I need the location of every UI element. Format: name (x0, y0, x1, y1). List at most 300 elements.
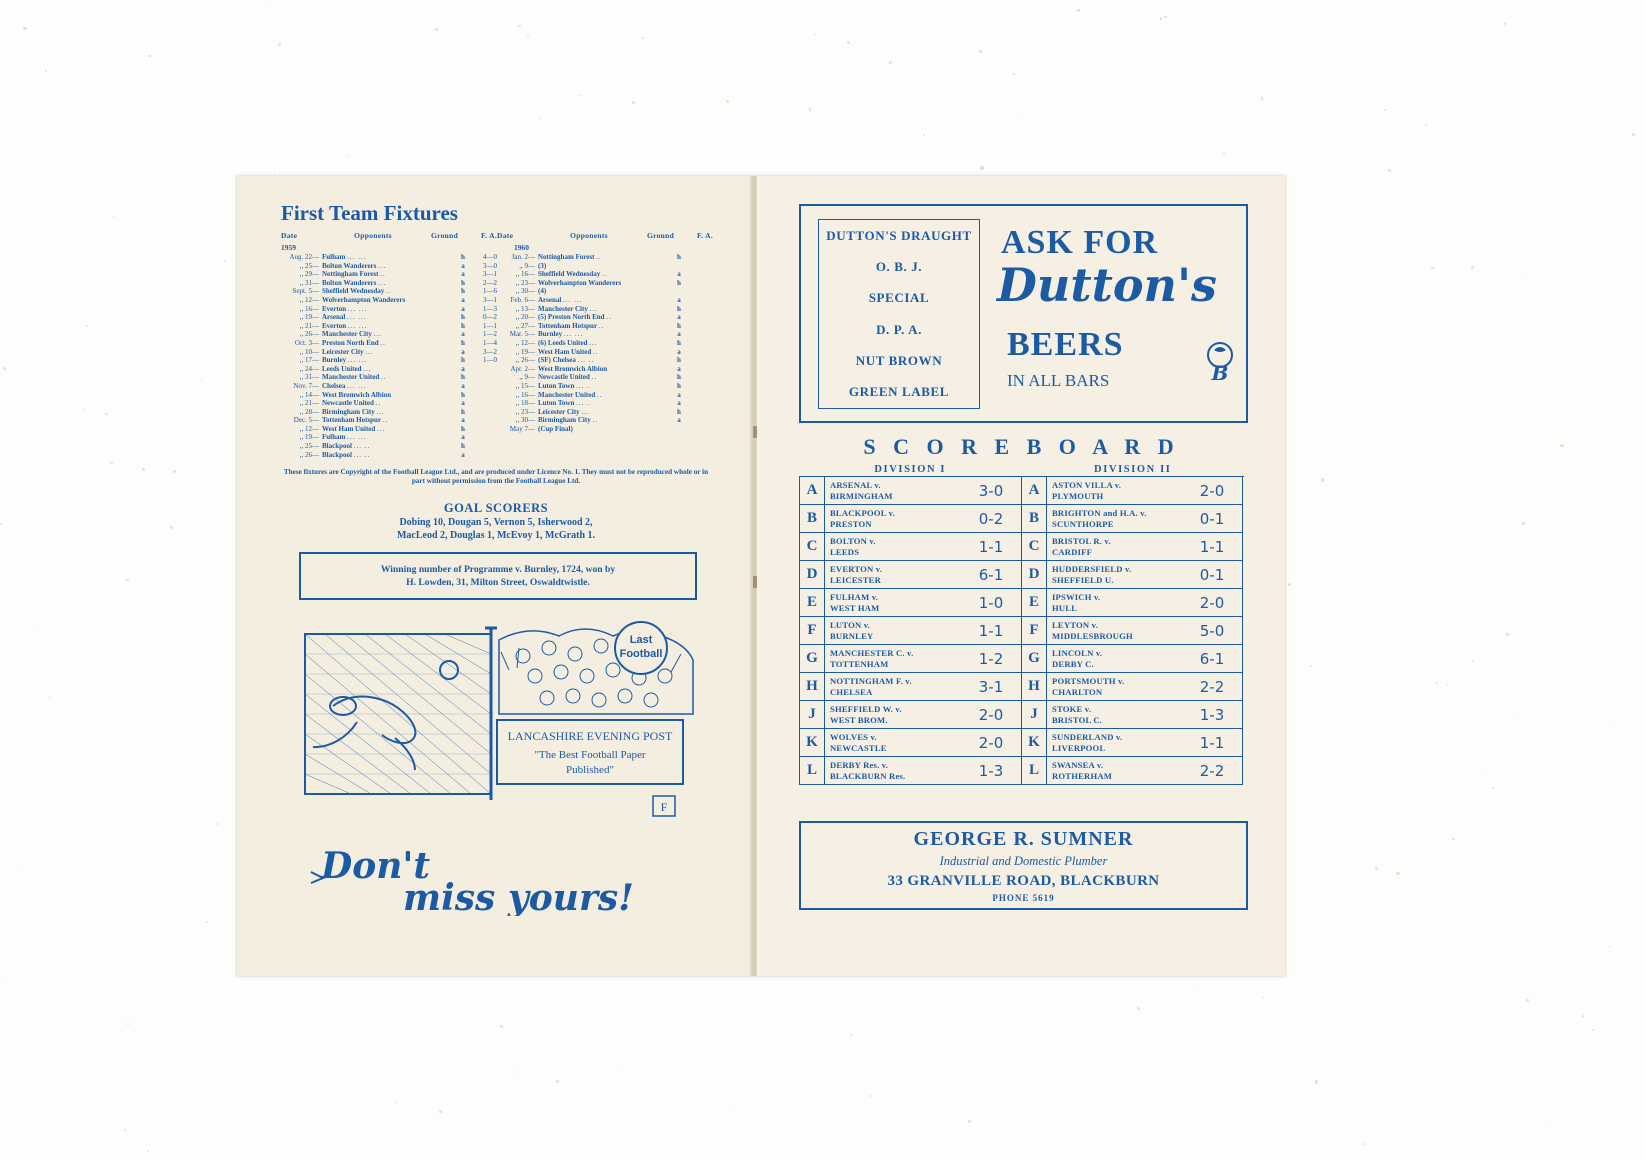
fixture-score (687, 339, 713, 348)
division-1-label: DIVISION I (874, 464, 947, 475)
in-all-bars-text: IN ALL BARS (1007, 371, 1110, 390)
fixture-ground: h (677, 278, 681, 287)
plumber-address: 33 GRANVILLE ROAD, BLACKBURN (887, 873, 1160, 889)
fixture-date: ,, 21— (299, 321, 319, 330)
fixture-date: ,, 13— (515, 304, 535, 313)
fixture-row (497, 365, 713, 374)
scan-speck (5, 977, 6, 978)
match-home-team: HUDDERSFIELD v. (1052, 564, 1132, 574)
fixture-ground: a (461, 433, 465, 442)
fixture-date: ,, 16— (515, 390, 535, 399)
fixture-date: ,, 31— (299, 373, 319, 382)
fixture-row (281, 348, 497, 357)
scan-speck (979, 50, 982, 53)
scan-speck (1364, 1143, 1366, 1145)
fixture-ground: h (461, 287, 465, 296)
match-teams (825, 533, 961, 560)
scan-speck (23, 27, 26, 30)
match-letter: E (1022, 589, 1047, 616)
scan-speck (105, 413, 107, 415)
match-away-team: SHEFFIELD U. (1052, 574, 1114, 585)
scan-speck (35, 624, 36, 625)
scan-speck (1525, 277, 1526, 278)
match-away-team: LIVERPOOL (1052, 742, 1106, 753)
fixture-row (497, 356, 713, 365)
fixture-row (281, 442, 497, 451)
match-home-team: BRIGHTON and H.A. v. (1052, 508, 1147, 518)
fixture-row (281, 391, 497, 400)
fixtures-list-1959 (281, 253, 497, 459)
fixture-score (687, 356, 713, 365)
scan-speck (1504, 22, 1506, 24)
match-score: 1-0 (978, 593, 1004, 612)
scoreboard-match (799, 673, 1021, 701)
scoreboard-match (799, 701, 1021, 729)
match-teams (825, 589, 961, 616)
match-home-team: SWANSEA v. (1052, 760, 1104, 770)
match-away-team: DERBY C. (1052, 658, 1094, 669)
scan-speck (1321, 478, 1324, 481)
scoreboard-row (799, 589, 1244, 617)
match-away-team: PLYMOUTH (1052, 490, 1104, 501)
fixture-opponent: Blackpool ... .. (322, 442, 371, 451)
fixture-opponent: Burnley ... ... (538, 330, 584, 339)
svg-text:B: B (1211, 361, 1229, 384)
scan-speck (49, 697, 51, 699)
scoreboard-match (799, 505, 1021, 533)
fixture-date: Mar. 5— (509, 330, 535, 339)
fixture-score (471, 391, 497, 400)
fixture-opponent: Chelsea ... ... (322, 381, 367, 390)
match-letter: E (800, 589, 825, 616)
match-letter: D (1022, 561, 1047, 588)
scoreboard-title: S C O R E B O A R D (863, 434, 1180, 459)
match-home-team: FULHAM v. (830, 592, 879, 602)
fixture-opponent: Burnley ... ... (322, 356, 368, 365)
fixture-opponent: Wolverhampton Wanderers (322, 295, 406, 304)
match-away-team: SCUNTHORPE (1052, 518, 1114, 529)
fixture-score (471, 451, 497, 460)
match-score: 1-1 (978, 537, 1004, 556)
fixture-opponent: Manchester City ... (538, 304, 598, 313)
scan-speck (1310, 665, 1311, 666)
match-score: 6-1 (978, 565, 1004, 584)
scan-speck (110, 462, 113, 465)
match-teams (825, 617, 961, 644)
fixture-ground: a (461, 304, 465, 313)
fixture-score: 1—2 (483, 330, 497, 339)
fixture-ground: h (677, 253, 681, 261)
scan-speck (1592, 1029, 1594, 1031)
fixture-date: ,, 16— (299, 304, 319, 313)
duttons-product-panel (818, 219, 980, 409)
scan-speck (1472, 660, 1474, 662)
fixture-score: 1—6 (483, 287, 497, 296)
fixture-ground: h (461, 278, 465, 287)
scoreboard-match (799, 729, 1021, 757)
scan-speck (113, 216, 114, 217)
fixture-opponent: Fulham ... ... (322, 433, 367, 442)
scan-speck (980, 166, 983, 169)
fixtures-title: First Team Fixtures (281, 201, 458, 225)
fixture-opponent: West Bromwich Albion (538, 364, 608, 373)
fixture-opponent: Manchester City ... (322, 330, 382, 339)
scoreboard-match (1021, 477, 1243, 505)
fixture-opponent: (4) (538, 287, 547, 296)
scan-speck (968, 1120, 971, 1123)
fixture-ground (671, 425, 687, 434)
scoreboard-grid (799, 476, 1244, 785)
match-teams (825, 757, 961, 784)
scoreboard-row (799, 505, 1244, 533)
scan-speck (847, 41, 850, 44)
scoreboard-match (799, 477, 1021, 505)
fixture-score: 0—2 (483, 313, 497, 322)
scan-speck (1471, 266, 1474, 269)
division-2-label: DIVISION II (1094, 464, 1172, 475)
match-score: 2-0 (978, 705, 1004, 724)
fixture-date: ,, 16— (515, 270, 535, 279)
fixture-score (687, 348, 713, 357)
match-score: 1-2 (978, 649, 1004, 668)
fixture-ground: a (677, 390, 681, 399)
fixture-score (471, 365, 497, 374)
scan-speck (923, 134, 925, 136)
match-score: 1-1 (978, 621, 1004, 640)
scan-speck (1522, 522, 1525, 525)
fixture-opponent: Leicester City ... (322, 347, 374, 356)
fixture-score (687, 305, 713, 314)
fixture-score (687, 330, 713, 339)
scoreboard-row (799, 477, 1244, 505)
scan-speck (513, 1071, 515, 1073)
fixture-ground: a (461, 450, 465, 459)
match-away-team: CARDIFF (1052, 546, 1093, 557)
fixture-score (471, 373, 497, 382)
fixture-score: 4—0 (483, 253, 497, 261)
scoreboard-match (799, 561, 1021, 589)
plumber-phone: PHONE 5619 (992, 893, 1055, 903)
fixture-opponent: Nottingham Forest .. (322, 270, 386, 279)
fixture-date: ,, 19— (299, 313, 319, 322)
scoreboard-match (799, 617, 1021, 645)
match-score: 2-0 (1199, 593, 1225, 612)
scan-speck (396, 1101, 398, 1103)
scan-speck (271, 1, 272, 2)
fixtures-list-1960 (497, 253, 713, 459)
fixture-ground: h (677, 356, 681, 365)
hoarding-line-3: Published" (566, 764, 614, 776)
fixture-score (687, 373, 713, 382)
fixture-date: Nov. 7— (293, 381, 319, 390)
caption-dont: Don't (321, 845, 431, 887)
fixture-opponent: Sheffield Wednesday .. (538, 270, 608, 279)
match-teams (825, 477, 961, 504)
scan-speck (814, 34, 815, 35)
fixture-row (281, 382, 497, 391)
scan-speck (1431, 267, 1434, 270)
match-score: 3-1 (978, 677, 1004, 696)
match-away-team: BRISTOL C. (1052, 714, 1103, 725)
scan-speck (1425, 124, 1427, 126)
fixture-opponent: Luton Town ... . (538, 399, 590, 408)
match-away-team: CHELSEA (830, 686, 873, 697)
fixture-opponent: Fulham ... ... (322, 253, 367, 261)
match-letter: L (1022, 757, 1047, 784)
match-home-team: ASTON VILLA v. (1052, 480, 1122, 490)
fixture-ground: h (461, 424, 465, 433)
scoreboard-match (799, 533, 1021, 561)
scoreboard-match (1021, 617, 1243, 645)
match-score: 0-2 (978, 509, 1004, 528)
scan-speck (3, 367, 6, 370)
programme-left-page (237, 176, 754, 976)
fixture-ground: a (677, 330, 681, 339)
fixture-date: ,, 26— (299, 330, 319, 339)
match-letter: K (800, 729, 825, 756)
fixture-row (497, 262, 713, 271)
scan-speck (1164, 16, 1167, 19)
scoreboard-match (1021, 533, 1243, 561)
match-score: 2-0 (1199, 481, 1225, 500)
fixture-date: ,, 25— (299, 442, 319, 451)
fixture-ground: a (677, 416, 681, 425)
match-home-team: BRISTOL R. v. (1052, 536, 1111, 546)
fixture-row (281, 305, 497, 314)
match-score: 1-1 (1199, 537, 1225, 556)
header-opponents-left: Opponents (354, 231, 392, 240)
cartoon-illustration (299, 610, 699, 850)
fixture-date: Sept. 5— (292, 287, 319, 296)
scan-speck (869, 1095, 871, 1097)
scan-speck (45, 70, 47, 72)
fixture-date: ,, 29— (299, 270, 319, 279)
fixture-row (281, 270, 497, 279)
goal-scorers-line-1: Dobing 10, Dougan 5, Vernon 5, Isherwood 2, (399, 517, 593, 528)
match-score: 2-2 (1199, 677, 1225, 696)
fixture-ground: a (461, 399, 465, 408)
fixture-opponent: Sheffield Wednesday .. (322, 287, 392, 296)
fixture-ground: h (677, 338, 681, 347)
fixture-row (281, 416, 497, 425)
fixture-row (281, 253, 497, 262)
scoreboard-row (799, 533, 1244, 561)
fixture-date: ,, 26— (515, 356, 535, 365)
fixture-date: ,, 19— (515, 347, 535, 356)
scan-speck (580, 95, 581, 96)
scoreboard-match (1021, 505, 1243, 533)
fixture-ground: a (461, 347, 465, 356)
header-ground-right: Ground (647, 231, 675, 240)
scoreboard-row (799, 645, 1244, 673)
scoreboard-match (1021, 729, 1243, 757)
fixture-row (281, 296, 497, 305)
match-home-team: LUTON v. (830, 620, 871, 630)
fixture-row (281, 356, 497, 365)
scoreboard-match (1021, 645, 1243, 673)
goal-scorers-line-2: MacLeod 2, Douglas 1, McEvoy 1, McGrath 1. (396, 530, 596, 541)
scan-speck (1447, 684, 1448, 685)
fixture-row (281, 373, 497, 382)
match-letter: H (800, 673, 825, 700)
scan-speck (731, 1110, 732, 1111)
scan-speck (1560, 444, 1563, 447)
scan-speck (1632, 133, 1635, 136)
fixture-ground: a (677, 364, 681, 373)
match-teams (825, 561, 961, 588)
fixture-date: ,, 10— (299, 347, 319, 356)
scan-speck (217, 823, 219, 825)
fixture-ground: a (461, 270, 465, 279)
fixture-date: ,, 31— (299, 278, 319, 287)
scan-speck (1609, 946, 1611, 948)
fixture-opponent: (SF) Chelsea ... .. (538, 356, 595, 365)
scan-speck (1261, 97, 1264, 100)
match-letter: F (1022, 617, 1047, 644)
scoreboard-row (799, 617, 1244, 645)
match-teams (1047, 589, 1182, 616)
fixture-opponent: Everton ... ... (322, 321, 368, 330)
fixture-opponent: West Ham United ... (322, 424, 386, 433)
fixture-ground: a (677, 399, 681, 408)
scan-speck (1492, 787, 1494, 789)
match-letter: J (800, 701, 825, 728)
scan-speck (1223, 153, 1225, 155)
scan-speck (278, 43, 281, 46)
match-score: 5-0 (1199, 621, 1225, 640)
fixture-opponent: (Cup Final) (538, 424, 573, 433)
dont-miss-yours-caption (307, 844, 687, 914)
fixture-score (687, 253, 713, 262)
fixture-date: ,, 25— (299, 261, 319, 270)
match-away-team: ROTHERHAM (1052, 770, 1113, 781)
fixture-score (687, 270, 713, 279)
scan-speck (1288, 583, 1291, 586)
fixture-row (281, 313, 497, 322)
plumber-advert (799, 821, 1248, 910)
fixture-date: ,, 26— (299, 450, 319, 459)
fixture-row (281, 287, 497, 296)
scan-speck (1199, 988, 1200, 989)
fixture-opponent: Birmingham City .. (538, 416, 598, 425)
winning-number-line-2: H. Lowden, 31, Milton Street, Oswaldtwistle. (406, 577, 590, 588)
season-year-left: 1959 (281, 243, 296, 252)
match-teams (1047, 673, 1182, 700)
scoreboard-row (799, 729, 1244, 757)
scan-speck (1294, 498, 1295, 499)
match-teams (825, 701, 961, 728)
season-year-right: 1960 (514, 243, 529, 252)
duttons-brand-script: Dutton's (997, 258, 1217, 312)
match-away-team: BIRMINGHAM (830, 490, 893, 501)
fixture-score (687, 391, 713, 400)
fixture-score (687, 287, 713, 296)
scan-speck (439, 1110, 442, 1113)
match-home-team: WOLVES v. (830, 732, 877, 742)
fixture-opponent: (5) Preston North End .. (538, 313, 612, 322)
fixture-ground: h (461, 338, 465, 347)
fixture-row (497, 296, 713, 305)
fixture-ground: h (461, 356, 465, 365)
beers-text: BEERS (1007, 326, 1124, 363)
goal-scorers-title: GOAL SCORERS (443, 501, 549, 515)
match-away-team: WEST HAM (830, 602, 880, 613)
fixture-date: ,, 15— (515, 381, 535, 390)
fixture-date: Aug. 22— (289, 253, 319, 261)
header-date-right: Date (497, 231, 514, 240)
match-teams (1047, 477, 1182, 504)
fixture-row (281, 330, 497, 339)
scoreboard-row (799, 561, 1244, 589)
fixture-row (497, 313, 713, 322)
fixture-row (497, 270, 713, 279)
scan-speck (1262, 997, 1264, 999)
fixture-opponent: West Ham United .. (538, 347, 599, 356)
match-teams (1047, 701, 1182, 728)
match-score: 1-1 (1199, 733, 1225, 752)
match-letter: K (1022, 729, 1047, 756)
scan-speck (1137, 1007, 1140, 1010)
match-score: 1-3 (978, 761, 1004, 780)
match-away-team: LEICESTER (830, 574, 881, 585)
scan-speck (1077, 9, 1080, 12)
hoarding-line-1: LANCASHIRE EVENING POST (507, 729, 673, 743)
match-letter: A (800, 477, 825, 504)
match-letter: C (1022, 533, 1047, 560)
fixture-score: 3—1 (483, 295, 497, 304)
match-letter: H (1022, 673, 1047, 700)
scoreboard-match (799, 589, 1021, 617)
fixture-row (497, 391, 713, 400)
fixture-score (687, 365, 713, 374)
match-away-team: MIDDLESBROUGH (1052, 630, 1133, 641)
fixture-opponent: Manchester United .. (538, 390, 603, 399)
fixture-date: ,, 9— (519, 261, 535, 270)
scan-speck (1515, 719, 1516, 720)
match-letter: A (1022, 477, 1047, 504)
division-headers (799, 464, 1244, 475)
match-score: 0-1 (1199, 565, 1225, 584)
fixture-date: ,, 18— (515, 399, 535, 408)
fixture-row (497, 348, 713, 357)
fixture-date: ,, 14— (299, 390, 319, 399)
match-home-team: EVERTON v. (830, 564, 883, 574)
fixture-row (497, 279, 713, 288)
scan-speck (1388, 169, 1391, 172)
fixture-ground (671, 287, 687, 296)
duttons-product-item: O. B. J. (875, 258, 923, 274)
fixture-ground (671, 262, 687, 271)
fixture-score: 1—3 (483, 304, 497, 313)
match-letter: B (1022, 505, 1047, 532)
scan-speck (435, 28, 438, 31)
scan-speck (1375, 867, 1378, 870)
scan-speck (527, 34, 530, 37)
header-ground-left: Ground (431, 231, 459, 240)
match-letter: D (800, 561, 825, 588)
fixture-score (687, 425, 713, 434)
scoreboard-match (1021, 561, 1243, 589)
scan-speck (0, 523, 2, 525)
fixture-row (281, 425, 497, 434)
fixture-ground: h (677, 321, 681, 330)
fixtures-table (281, 231, 713, 459)
fixture-row (497, 330, 713, 339)
fixture-score (471, 442, 497, 451)
scan-speck (1546, 1126, 1547, 1127)
match-score: 1-3 (1199, 705, 1225, 724)
fixtures-header-row (281, 231, 713, 240)
